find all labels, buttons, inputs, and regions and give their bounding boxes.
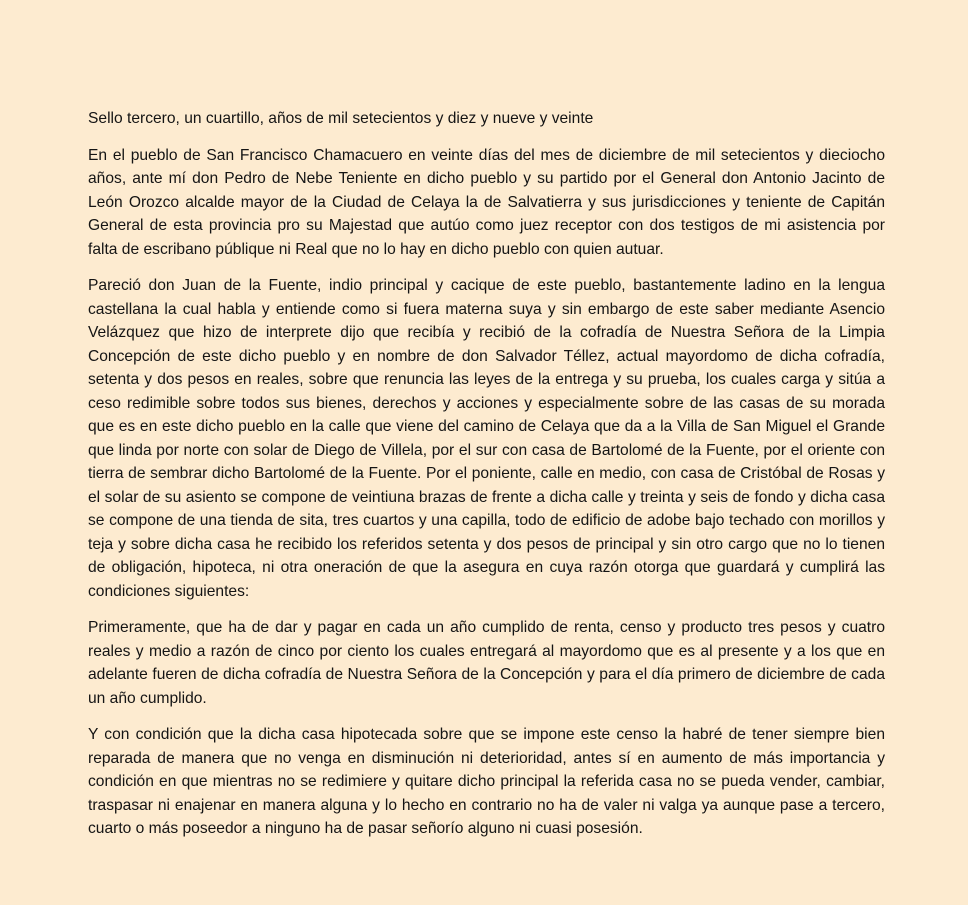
paragraph-opening: En el pueblo de San Francisco Chamacuero en veinte días del mes de diciembre de mil setecientos y dieciocho años, ante mí don Pedro de Nebe Teniente en dicho pueblo y su partido por el General don Antonio Jacinto de León Orozco alcalde mayor de la Ciudad de Celaya la de Salvatierra y sus jurisdicciones y teniente de Capitán General de esta provincia pro su Majestad que autúo como juez receptor con dos testigos de mi asistencia por falta de escribano públique ni Real que no lo hay en dicho pueblo con quien autuar. (88, 146, 885, 258)
paragraph-appearance: Pareció don Juan de la Fuente, indio principal y cacique de este pueblo, bastantemente ladino en la lengua castellana la cual habla y entiende como si fuera materna suya y sin embargo de este saber mediante Asencio Velázquez que hizo de interprete dijo que recibía y recibió de la cofradía de Nuestra Señora de la Limpia Concepción de este dicho pueblo y en nombre de don Salvador Téllez, actual mayordomo de dicha cofradía, setenta y dos pesos en reales, sobre que renuncia las leyes de la entrega y su prueba, los cuales carga y sitúa a ceso redimible sobre todos sus bienes, derechos y acciones y especialmente sobre de las casas de su morada que es en este dicho pueblo en la calle que viene del camino de Celaya que da a la Villa de San Miguel el Grande que linda por norte con solar de Diego de Villela, por el sur con casa de Bartolomé de la Fuente, por el oriente con tierra de sembrar dicho Bartolomé de la Fuente. Por el poniente, calle en medio, con casa de Cristóbal de Rosas y el solar de su asiento se compone de veintiuna brazas de frente a dicha calle y treinta y seis de fondo y dicha casa se compone de una tienda de sita, tres cuartos y una capilla, todo de edificio de adobe bajo techado con morillos y teja y sobre dicha casa he recibido los referidos setenta y dos pesos de principal y sin otro cargo que no lo tienen de obligación, hipoteca, ni otra oneración de que la asegura en cuya razón otorga que guardará y cumplirá las condiciones siguientes: (88, 277, 885, 600)
document-body (88, 107, 885, 854)
paragraph-second-condition: Y con condición que la dicha casa hipotecada sobre que se impone este censo la habré de tener siempre bien reparada de manera que no venga en disminución ni deterioridad, antes sí en aumento de más importancia y condición en que mientras no se redimiere y quitare dicho principal la referida casa no se pueda vender, cambiar, traspasar ni enajenar en manera alguna y lo hecho en contrario no ha de valer ni valga ya aunque pase a tercero, cuarto o más poseedor a ninguno ha de pasar señorío alguno ni cuasi posesión. (88, 726, 885, 837)
document-heading: Sello tercero, un cuartillo, años de mil setecientos y diez y nueve y veinte (88, 110, 594, 127)
paragraph-first-condition: Primeramente, que ha de dar y pagar en cada un año cumplido de renta, censo y producto tres pesos y cuatro reales y medio a razón de cinco por ciento los cuales entregará al mayordomo que es al presente y a los que en adelante fueren de dicha cofradía de Nuestra Señora de la Concepción y para el día primero de diciembre de cada un año cumplido. (88, 619, 885, 707)
